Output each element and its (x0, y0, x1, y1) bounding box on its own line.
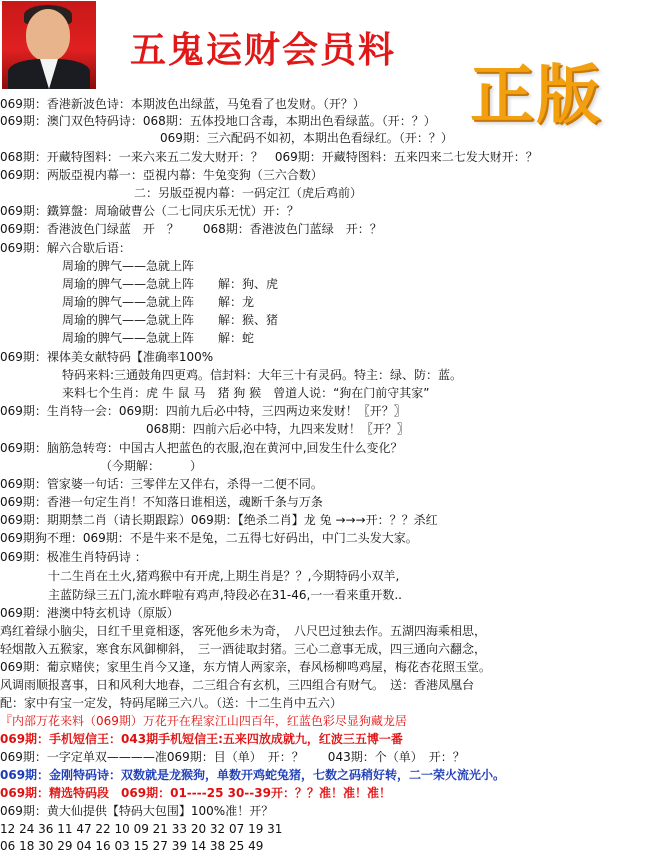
text-line: 鸡红着绿小脑尖，日红千里竟相逐，客死他乡未为奇， 八尺巴过独去作。五湖四海乘相思， (0, 624, 487, 638)
text-line: 069期：一字定单双————准069期：目（单） 开：？ 043期：个（单） 开：？ (0, 750, 465, 764)
text-line: 069期：脑筋急转弯：中国古人把蓝色的衣服,泡在黄河中,回发生什么变化？ (0, 441, 403, 455)
text-line: 周瑜的脾气——急就上阵 解：龙 (62, 295, 255, 309)
text-line: 069期：生肖特一会：069期：四前九后必中特，三四两边来发财！〖开？〗 (0, 404, 406, 418)
text-line: 069期：香港波色门绿蓝 开 ？ 068期：香港波色门蓝绿 开：？ (0, 222, 382, 236)
text-line: 069期：裸体美女献特码【准确率100% (0, 350, 214, 364)
text-line: 069期：两版亞視内幕一：亞視内幕：牛兔变狗（三六合数） (0, 168, 323, 182)
text-line: （今期解： ） (100, 459, 203, 473)
text-line-red: 『内部万花来料（069期）万花开在程家江山四百年，红蓝色彩尽显狗藏龙居 (0, 714, 407, 728)
text-line-red: 069期：手机短信王：043期手机短信王:五来四放成就九，红波三五博一番 (0, 732, 403, 746)
text-line: 十二生肖在土火,猪鸡猴中有开虎,上期生肖是？？,今期特码小双羊, (48, 569, 400, 583)
text-line: 069期狗不理：069期：不是牛来不是兔，二五得七好码出，中门二头发大家。 (0, 531, 418, 545)
text-line: 风调雨顺报喜事，日和风利大地春，二三组合有玄机，三四组合有财气。 送：香港凤凰台 (0, 678, 475, 692)
member-portrait (2, 1, 96, 89)
genuine-stamp: 正版 (470, 58, 602, 133)
text-line: 周瑜的脾气——急就上阵 (62, 259, 195, 273)
text-line: 069期：港澳中特玄机诗（原版） (0, 606, 179, 620)
text-line: 069期：解六合歇后语： (0, 241, 131, 255)
text-line: 068期：四前六后必中特，九四来发财！〖开？〗 (146, 422, 409, 436)
text-line: 特码来料:三通鼓角四更鸡。信封料：大年三十有灵码。特主：绿、防：蓝。 (62, 368, 463, 382)
text-line: 周瑜的脾气——急就上阵 解：狗、虎 (62, 277, 279, 291)
text-line: 轻烟散入五猴家，寒食东风御柳斜， 三一酒徒取封猪。三心二意事无成，四三通向六翻念， (0, 642, 487, 656)
text-line-red: 069期：精选特码段 069期：01----25 30--39开：？？准！准！准！ (0, 786, 391, 800)
text-line: 配：家中有宝一定发，特码尾睇三六八。（送：十二生肖中五六） (0, 696, 343, 710)
text-line: 069期：香港一句定生肖！不知落日谁相送，魂断千条与万条 (0, 495, 323, 509)
text-line: 068期：开藏特图料：一来六来五二发大财开：？ 069期：开藏特图料：五来四来二七发大财开：？ (0, 150, 538, 164)
text-line: 069期：黄大仙提供【特码大包围】100%准！开？ (0, 804, 274, 818)
text-line: 069期：三六配码不如初，本期出色看绿红。（开：？） (160, 131, 453, 145)
text-line: 来料七个生肖：虎 牛 鼠 马 猪 狗 猴 曾道人说：“狗在门前守其家” (62, 386, 430, 400)
number-row: 12 24 36 11 47 22 10 09 21 33 20 32 07 19 31 (0, 822, 283, 836)
text-line-blue: 069期：金刚特码诗：双数就是龙猴狗，单数开鸡蛇兔猪，七数之码稍好转，二一荣火流光小。 (0, 768, 506, 782)
text-line: 069期：极准生肖特码诗 ： (0, 550, 147, 564)
text-line: 069期：澳门双色特码诗：068期：五体投地口含毒，本期出色看绿蓝。（开：？） (0, 114, 436, 128)
text-line: 周瑜的脾气——急就上阵 解：猴、猪 (62, 313, 279, 327)
page-title: 五鬼运财会员料 (130, 29, 397, 71)
text-line: 069期：香港新波色诗：本期波色出绿蓝，马兔看了也发财。（开？） (0, 97, 365, 111)
number-row: 06 18 30 29 04 16 03 15 27 39 14 38 25 49 (0, 839, 264, 853)
text-line: 069期：管家婆一句话：三零伴左又伴右，杀得一二便不同。 (0, 477, 323, 491)
text-line: 069期：鐵算盤：周瑜破曹公（二七同庆乐无忧）开：？ (0, 204, 299, 218)
text-line: 周瑜的脾气——急就上阵 解：蛇 (62, 331, 255, 345)
text-line: 069期：期期禁二肖（请长期跟踪）069期：【绝杀二肖】龙 兔 →→→开：？？杀红 (0, 513, 438, 527)
text-line: 二：另版亞視内幕：一码定江（虎后鸡前） (134, 186, 363, 200)
text-line: 主蓝防绿三五门,流水畔啦有鸡声,特段必在31-46,一一看来重开数.. (48, 588, 402, 602)
text-line: 069期：葡京赌侠；家里生肖今又逢，东方情人两家亲，春风杨柳鸣鸡屋，梅花杏花照玉堂。 (0, 660, 491, 674)
